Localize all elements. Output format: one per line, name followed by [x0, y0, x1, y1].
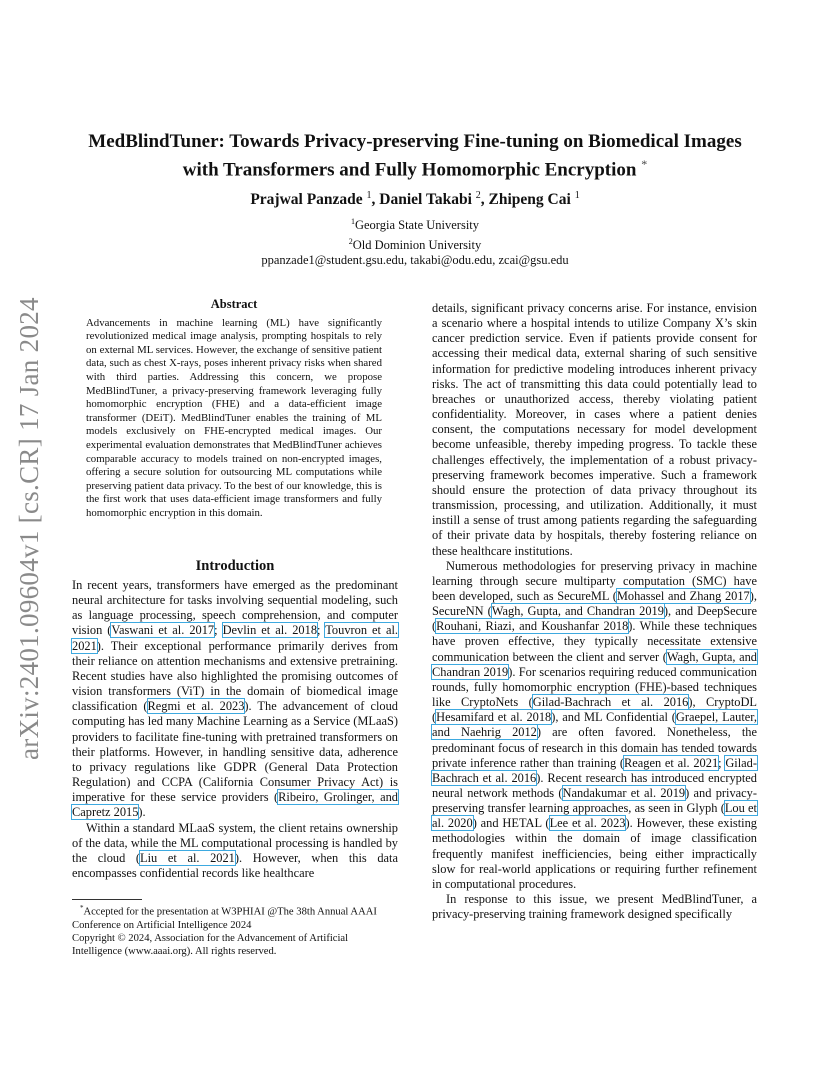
text-run: ), CryptoDL (: [432, 695, 757, 725]
title-line-1: MedBlindTuner: Towards Privacy-preserving Fine-tuning on Biomedical Images: [88, 131, 742, 152]
affiliation-mark: 2: [348, 236, 353, 246]
affiliation-line: [60, 214, 770, 234]
affiliation-name: Old Dominion University: [352, 237, 482, 252]
citation-link[interactable]: Wagh, Gupta, and Chandran 2019: [491, 604, 664, 619]
text-run: ). However, when this data encompasses confidential records like healthcare: [72, 850, 398, 880]
text-run: ) and privacy-preserving transfer learning approaches, as seen in Glyph (: [432, 786, 757, 816]
text-run: ) and HETAL (: [472, 816, 550, 831]
text-run: Within a standard MLaaS system, the client retains ownership of the data, while the ML computational processing is handled by the cloud (: [72, 820, 398, 865]
text-run: ).: [138, 805, 146, 820]
affiliation-name: Georgia State University: [354, 218, 480, 233]
text-run: ) are often favored. Nonetheless, the predominant focus of research in this domain has tended towards private inference rather than training (: [432, 725, 757, 770]
title-footnote-mark: *: [641, 157, 648, 171]
citation-link[interactable]: Devlin et al. 2018: [222, 623, 318, 638]
citation-link[interactable]: Gilad-Bachrach et al. 2016: [532, 695, 689, 710]
left-column-body: [72, 578, 398, 881]
text-run: ). Their exceptional performance primarily derives from their reliance on attention mechanisms and extensive pretraining. Recent studies have also highlighted the promising outcomes of vision transformers (ViT) in the domain of biomedical image classification (: [72, 638, 398, 714]
text-run: ;: [317, 623, 326, 638]
citation-link[interactable]: Regmi et al. 2023: [147, 699, 245, 714]
right-column-body: [432, 301, 757, 922]
paragraph: details, significant privacy concerns arise. For instance, envision a scenario where a hospital intends to utilize Company X’s skin cancer prediction service. Even if patients provide consent for accessing their medical data, external sharing of such sensitive information for predictive modeling introduces inherent privacy risks. The act of transmitting this data could potentially lead to breaches or unauthorized access, thereby violating patient confidentiality. Moreover, in cases where a patient denies consent, the computations necessary for model development become unfeasible, thereby impeding progress. To tackle these challenges effectively, the implementation of a robust privacy-preserving framework becomes imperative. Such a framework should ensure the protection of data privacy throughout its transmission, processing, and utilization. Additionally, it must instill a sense of trust among patients regarding the safeguarding of their private data by hospitals, thereby fostering reliance on these healthcare institutions.: [432, 301, 757, 558]
citation-link[interactable]: Liu et al. 2021: [140, 850, 235, 865]
author-affiliation-mark: 1: [574, 190, 580, 201]
author-affiliation-mark: 1: [366, 190, 372, 201]
citation-link[interactable]: Touvron et al. 2021: [72, 623, 398, 653]
text-run: ). While these techniques have proven effective, they typically necessitate extensive communication between the client and server (: [432, 619, 757, 664]
affiliation-line: [60, 234, 770, 254]
abstract-heading: Abstract: [210, 297, 258, 311]
author-emails: ppanzade1@student.gsu.edu, takabi@odu.edu, zcai@gsu.edu: [261, 253, 569, 268]
citation-link[interactable]: Nandakumar et al. 2019: [562, 786, 686, 800]
citation-link[interactable]: Wagh, Gupta, and Chandran 2019: [432, 649, 758, 679]
citation-link[interactable]: Lou et al. 2020: [432, 801, 758, 831]
text-run: ). For scenarios requiring reduced communication rounds, fully homomorphic encryption (FHE)-based techniques like CryptoNets (: [432, 664, 758, 710]
text-run: ), and DeepSecure (: [432, 604, 757, 634]
title-line-2: with Transformers and Fully Homomorphic Encryption: [182, 159, 637, 181]
abstract-section: [86, 298, 382, 521]
author-list: Prajwal Panzade $^1$, Daniel Takabi $^2$, Zhipeng Cai $^1$: [250, 190, 580, 209]
text-run: ). However, these existing methodologies within the domain of image classification frequently manifest inefficiencies, being either impractically slow for real-world applications or requiring further refinement in computational procedures.: [432, 816, 757, 891]
arxiv-identifier: arXiv:2401.09604v1 [cs.CR] 17 Jan 2024: [14, 297, 44, 760]
citation-link[interactable]: Hesamifard et al. 2018: [436, 710, 552, 725]
author-name: Prajwal Panzade: [250, 191, 363, 209]
citation-link[interactable]: Graepel, Lauter, and Naehrig 2012: [432, 710, 758, 740]
affiliations: [60, 214, 770, 269]
footnote-rule: [72, 899, 142, 900]
text-run: Numerous methodologies for preserving privacy in machine learning through secure multiparty computation (SMC) have been developed, such as SecureML (: [432, 558, 757, 603]
footnote-text: Accepted for the presentation at W3PHIAI @The 38th Annual AAAI Conference on Artificial Intelligence 2024: [72, 906, 377, 931]
author-affiliation-mark: 2: [475, 190, 481, 201]
paragraph: [72, 821, 398, 882]
text-run: ), SecureNN (: [432, 588, 757, 619]
citation-link[interactable]: Ribeiro, Grolinger, and Capretz 2015: [72, 790, 399, 820]
text-run: ;: [214, 623, 223, 638]
paper-title: [60, 130, 770, 181]
text-run: In recent years, transformers have emerged as the predominant neural architecture for tasks involving sequential modeling, such as language processing, speech comprehension, and computer vision (: [72, 578, 398, 638]
citation-link[interactable]: Mohassel and Zhang 2017: [616, 588, 750, 603]
footnote-accepted: [72, 902, 398, 932]
paragraph: In response to this issue, we present MedBlindTuner, a privacy-preserving training framework designed specifically: [432, 892, 757, 922]
citation-link[interactable]: Rouhani, Riazi, and Koushanfar 2018: [436, 619, 629, 634]
citation-link[interactable]: Lee et al. 2023: [549, 816, 626, 831]
section-heading-introduction: Introduction: [195, 558, 275, 574]
author-name: Daniel Takabi: [379, 191, 472, 209]
abstract-text: Advancements in machine learning (ML) have significantly revolutionized medical image analysis, prompting hospitals to rely on external ML services. However, the exchange of sensitive patient data, such as chest X-rays, poses inherent privacy risks when shared with third parties. Addressing this concern, we propose MedBlindTuner, a privacy-preserving framework leveraging fully homomorphic encryption (FHE) and a data-efficient image transformer (DEiT). MedBlindTuner enables the training of ML models exclusively on FHE-encrypted medical images. Our experimental evaluation demonstrates that MedBlindTuner achieves comparable accuracy to models trained on non-encrypted images, offering a secure solution for outsourcing ML computations while preserving patient data privacy. To the best of our knowledge, this is the first work that uses data-efficient image transformers and fully homomorphic encryption in this domain.: [86, 316, 382, 519]
citation-link[interactable]: Vaswani et al. 2017: [111, 623, 215, 638]
footnote: [72, 902, 398, 959]
text-run: ;: [718, 755, 726, 770]
text-run: ). Recent research has introduced encrypted neural network methods (: [432, 770, 757, 800]
citation-link[interactable]: Reagen et al. 2021: [624, 755, 719, 770]
paragraph: [432, 559, 757, 892]
footnote-mark: *: [79, 904, 84, 912]
text-run: ). The advancement of cloud computing has led many Machine Learning as a Service (MLaaS) providers to facilitate fine-tuning with pretrained transformers on their platforms. However, in handling sensitive data, adherence to privacy regulations like GDPR (General Data Protection Regulation) and CCPA (California Consumer Privacy Act) is imperative for these service providers (: [72, 699, 398, 805]
author-name: Zhipeng Cai: [488, 191, 571, 209]
footnote-copyright: Copyright © 2024, Association for the Advancement of Artificial Intelligence (www.aaai.org). All rights reserved.: [72, 933, 349, 958]
paragraph: [72, 578, 398, 821]
text-run: ), and ML Confidential (: [551, 710, 676, 725]
affiliation-mark: 1: [350, 217, 355, 226]
citation-link[interactable]: Gilad-Bachrach et al. 2016: [432, 755, 757, 785]
